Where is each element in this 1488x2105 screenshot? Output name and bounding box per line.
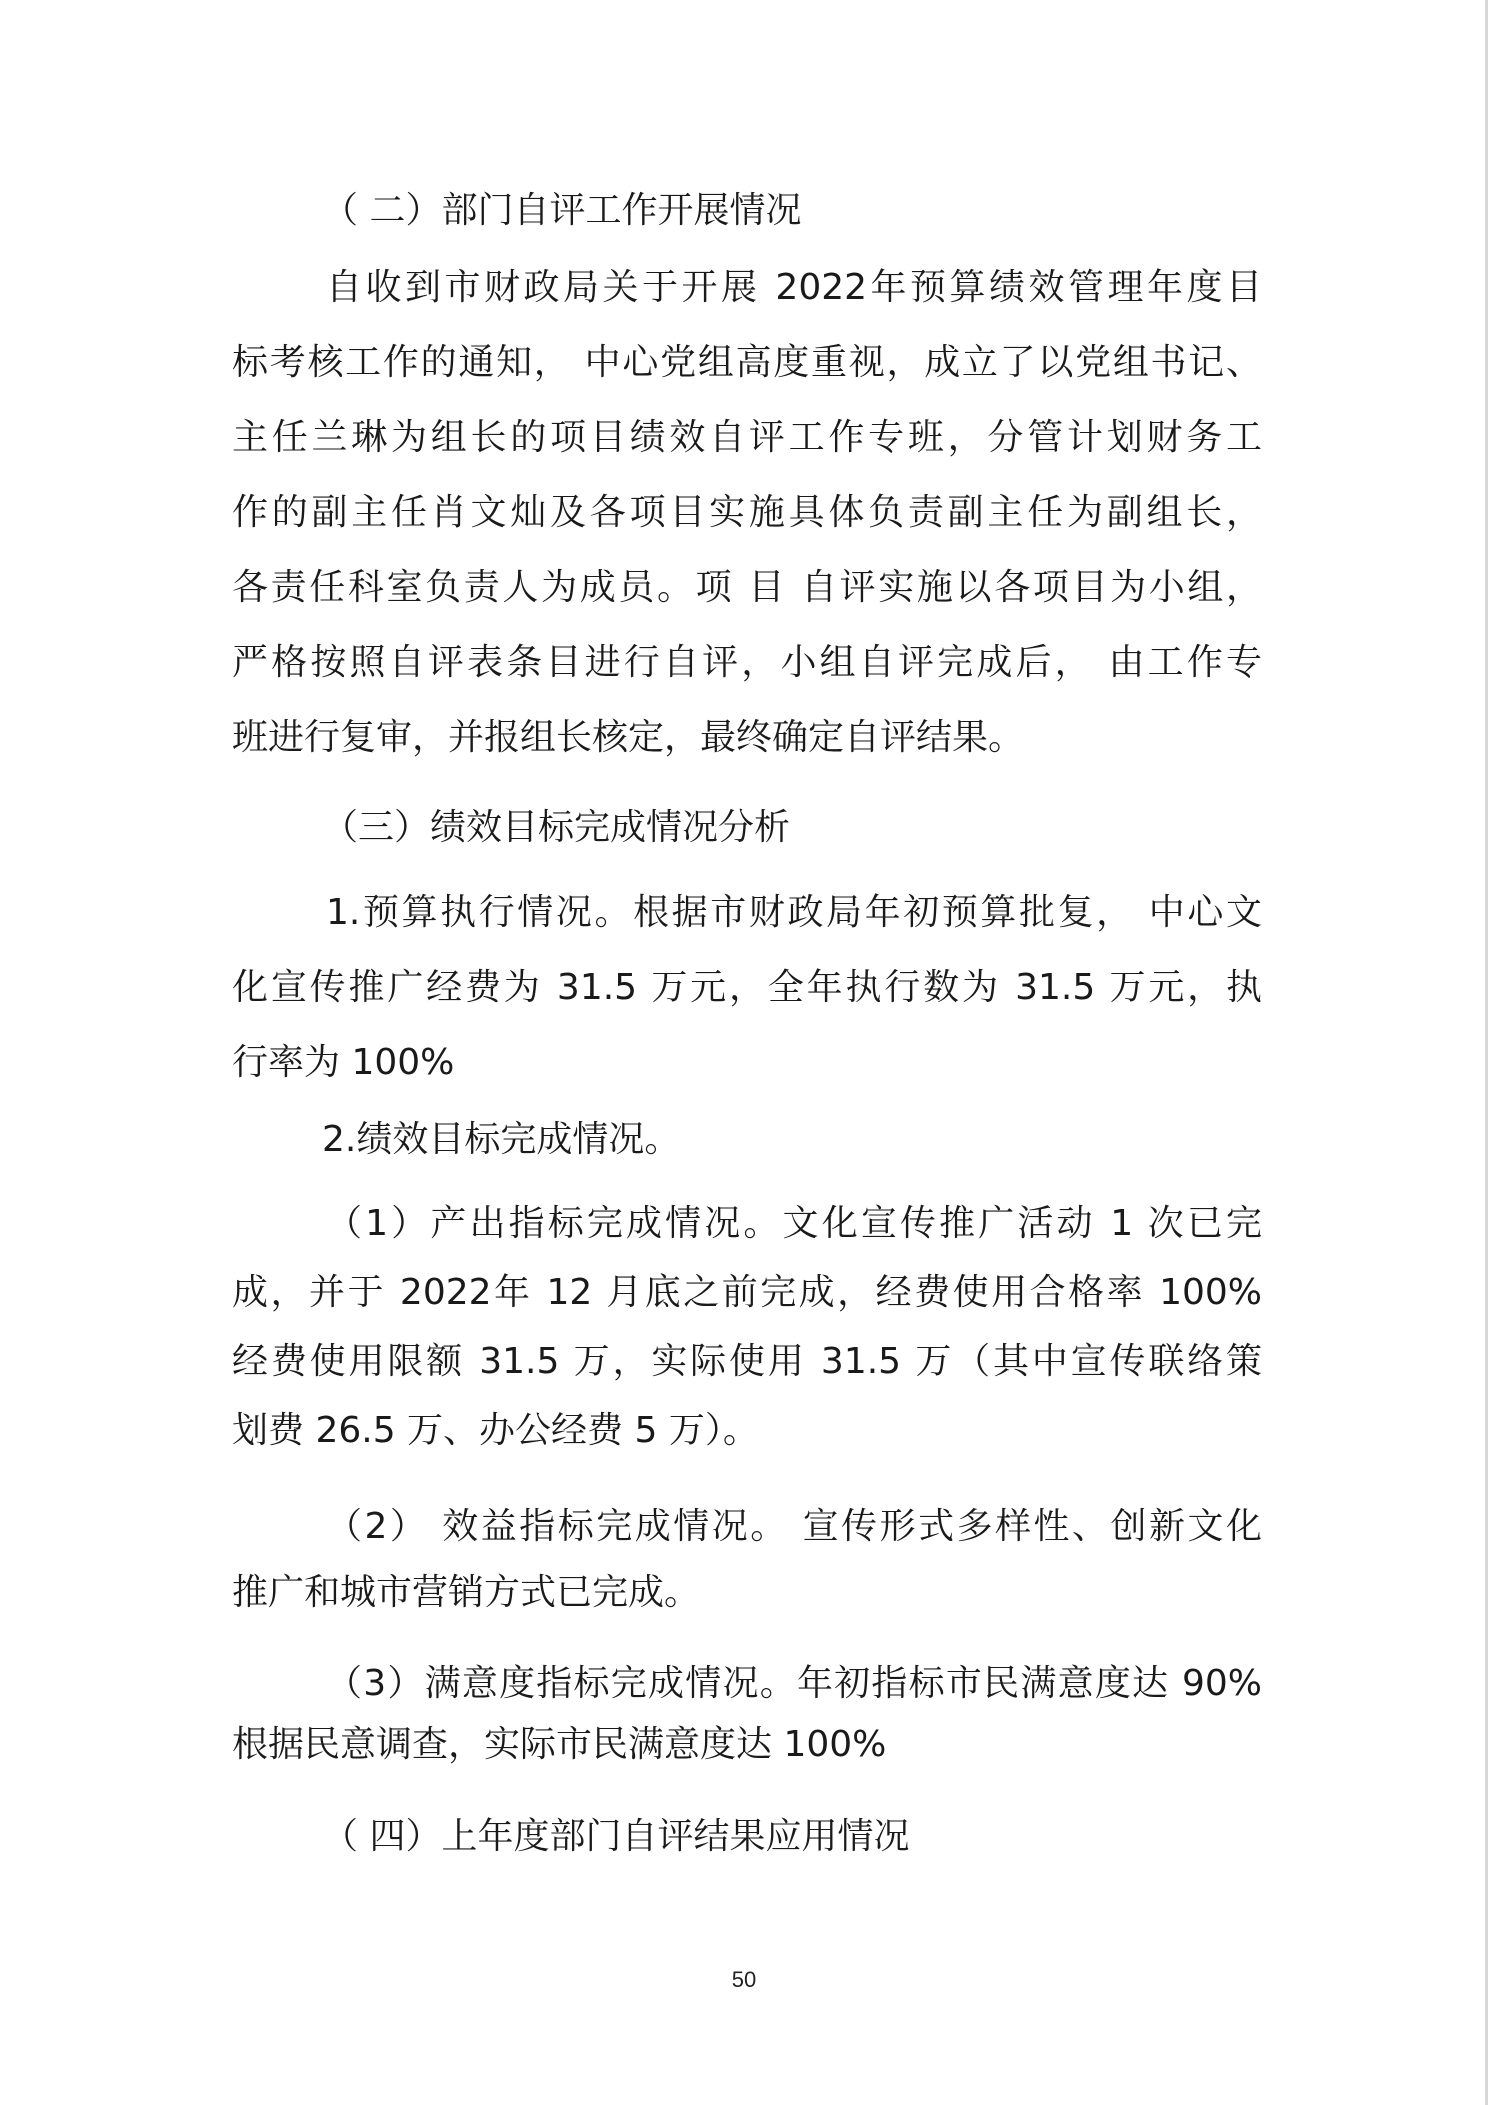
paragraph-line: 成，并于 2022年 12 月底之前完成，经费使用合格率 100% bbox=[232, 1272, 1262, 1313]
paragraph-line: 行率为 100% bbox=[232, 1042, 455, 1083]
paragraph-line: 经费使用限额 31.5 万，实际使用 31.5 万（其中宣传联络策 bbox=[232, 1341, 1262, 1382]
paragraph-line: （3）满意度指标完成情况。年初指标市民满意度达 90% bbox=[326, 1663, 1262, 1704]
paragraph-line: 主任兰琳为组长的项目绩效自评工作专班，分管计划财务工 bbox=[232, 417, 1262, 458]
subheading-goal-completion: 2.绩效目标完成情况。 bbox=[322, 1119, 681, 1160]
section-heading-dept-self-evaluation: （ 二）部门自评工作开展情况 bbox=[322, 190, 802, 231]
paragraph-line: 自收到市财政局关于开展 2022年预算绩效管理年度目 bbox=[326, 267, 1262, 308]
section-heading-prior-year-results: （ 四）上年度部门自评结果应用情况 bbox=[322, 1816, 910, 1857]
paragraph-line: 班进行复审，并报组长核定，最终确定自评结果。 bbox=[232, 717, 1025, 758]
paragraph-line: （1）产出指标完成情况。文化宣传推广活动 1 次已完 bbox=[326, 1203, 1262, 1244]
paragraph-line: 各责任科室负责人为成员。项 目 自评实施以各项目为小组， bbox=[232, 567, 1262, 608]
paragraph-line: 标考核工作的通知， 中心党组高度重视，成立了以党组书记、 bbox=[232, 342, 1262, 383]
paragraph-line: （2） 效益指标完成情况。 宣传形式多样性、创新文化 bbox=[326, 1506, 1262, 1547]
paragraph-line: 根据民意调查，实际市民满意度达 100% bbox=[232, 1724, 887, 1765]
section-heading-performance-analysis: （三）绩效目标完成情况分析 bbox=[322, 807, 791, 848]
page-number: 50 bbox=[731, 1967, 757, 1992]
paragraph-line: 严格按照自评表条目进行自评，小组自评完成后， 由工作专 bbox=[232, 642, 1262, 683]
paragraph-line: 作的副主任肖文灿及各项目实施具体负责副主任为副组长， bbox=[232, 492, 1262, 533]
paragraph-line: 推广和城市营销方式已完成。 bbox=[232, 1572, 701, 1613]
paragraph-line: 化宣传推广经费为 31.5 万元，全年执行数为 31.5 万元，执 bbox=[232, 967, 1262, 1008]
paragraph-line: 划费 26.5 万、办公经费 5 万）。 bbox=[232, 1410, 759, 1451]
paragraph-line: 1.预算执行情况。根据市财政局年初预算批复， 中心文 bbox=[326, 892, 1262, 933]
